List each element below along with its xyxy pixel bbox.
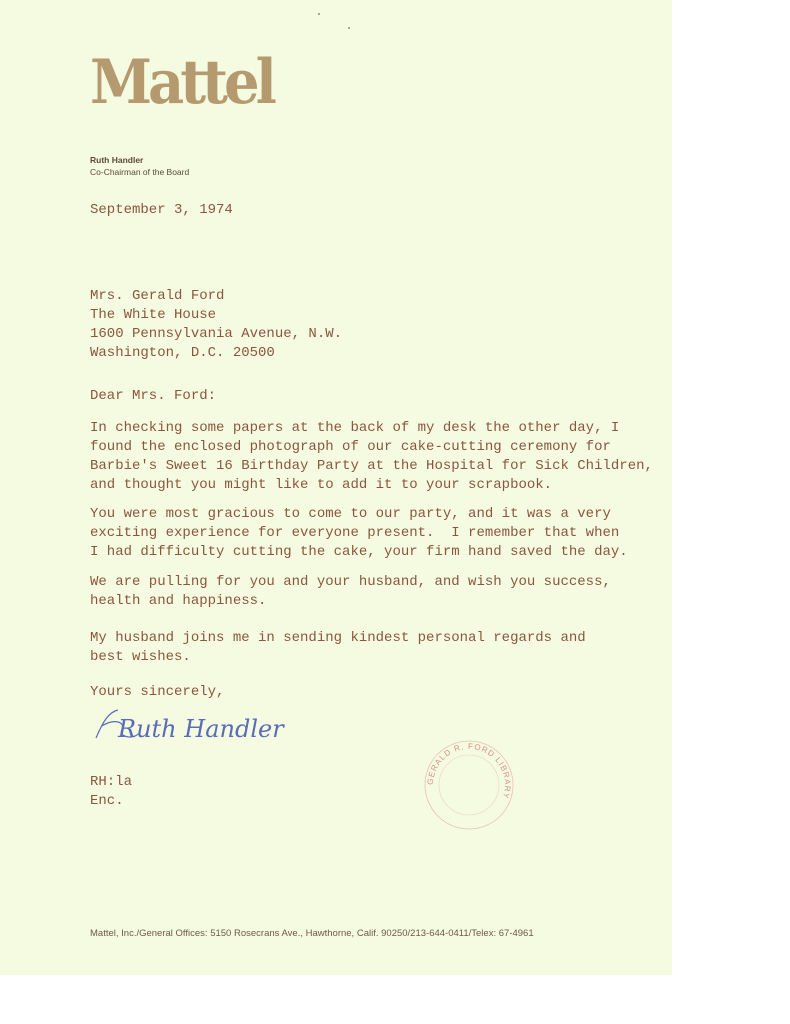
letterhead-footer: Mattel, Inc./General Offices: 5150 Rosecrans Ave., Hawthorne, Calif. 90250/213-644-0411/Telex: 67-4961 xyxy=(90,928,534,939)
library-stamp xyxy=(422,738,516,832)
typist-initials: RH:la xyxy=(90,774,133,790)
paragraph-line: best wishes. xyxy=(90,649,191,665)
paragraph-line: We are pulling for you and your husband, and wish you success, xyxy=(90,574,611,590)
paragraph-line: exciting experience for everyone present. I remember that when xyxy=(90,525,620,541)
closing: Yours sincerely, xyxy=(90,684,225,700)
paragraph-line: health and happiness. xyxy=(90,593,267,609)
paragraph-line: My husband joins me in sending kindest personal regards and xyxy=(90,630,586,646)
paragraph-4 xyxy=(90,629,586,667)
signature-text: Ruth Handler xyxy=(118,715,284,743)
stamp-text: GERALD R. FORD LIBRARY xyxy=(425,741,513,801)
address-line: The White House xyxy=(90,307,217,323)
signature-graphic xyxy=(92,704,312,750)
paragraph-3 xyxy=(90,573,611,611)
enclosure-note: Enc. xyxy=(90,793,124,809)
recipient-address xyxy=(90,287,342,363)
executive-title: Co-Chairman of the Board xyxy=(90,167,190,177)
paper-speck xyxy=(318,13,320,15)
handwritten-signature xyxy=(92,704,312,755)
salutation: Dear Mrs. Ford: xyxy=(90,388,217,404)
address-line: 1600 Pennsylvania Avenue, N.W. xyxy=(90,326,343,342)
executive-name: Ruth Handler xyxy=(90,155,144,165)
paragraph-line: In checking some papers at the back of my desk the other day, I xyxy=(90,420,620,436)
address-line: Washington, D.C. 20500 xyxy=(90,345,275,361)
paragraph-line: and thought you might like to add it to your scrapbook. xyxy=(90,477,553,493)
mattel-logo: Mattel xyxy=(90,46,273,118)
paragraph-line: found the enclosed photograph of our cake-cutting ceremony for xyxy=(90,439,611,455)
paragraph-line: Barbie's Sweet 16 Birthday Party at the Hospital for Sick Children, xyxy=(90,458,653,474)
paragraph-line: I had difficulty cutting the cake, your firm hand saved the day. xyxy=(90,544,628,560)
reference-initials xyxy=(90,773,132,811)
paper-speck xyxy=(348,27,350,29)
stamp-graphic xyxy=(422,738,516,832)
address-line: Mrs. Gerald Ford xyxy=(90,288,225,304)
letter-date: September 3, 1974 xyxy=(90,202,233,218)
paragraph-1 xyxy=(90,419,653,495)
paragraph-line: You were most gracious to come to our party, and it was a very xyxy=(90,506,611,522)
paragraph-2 xyxy=(90,505,628,562)
